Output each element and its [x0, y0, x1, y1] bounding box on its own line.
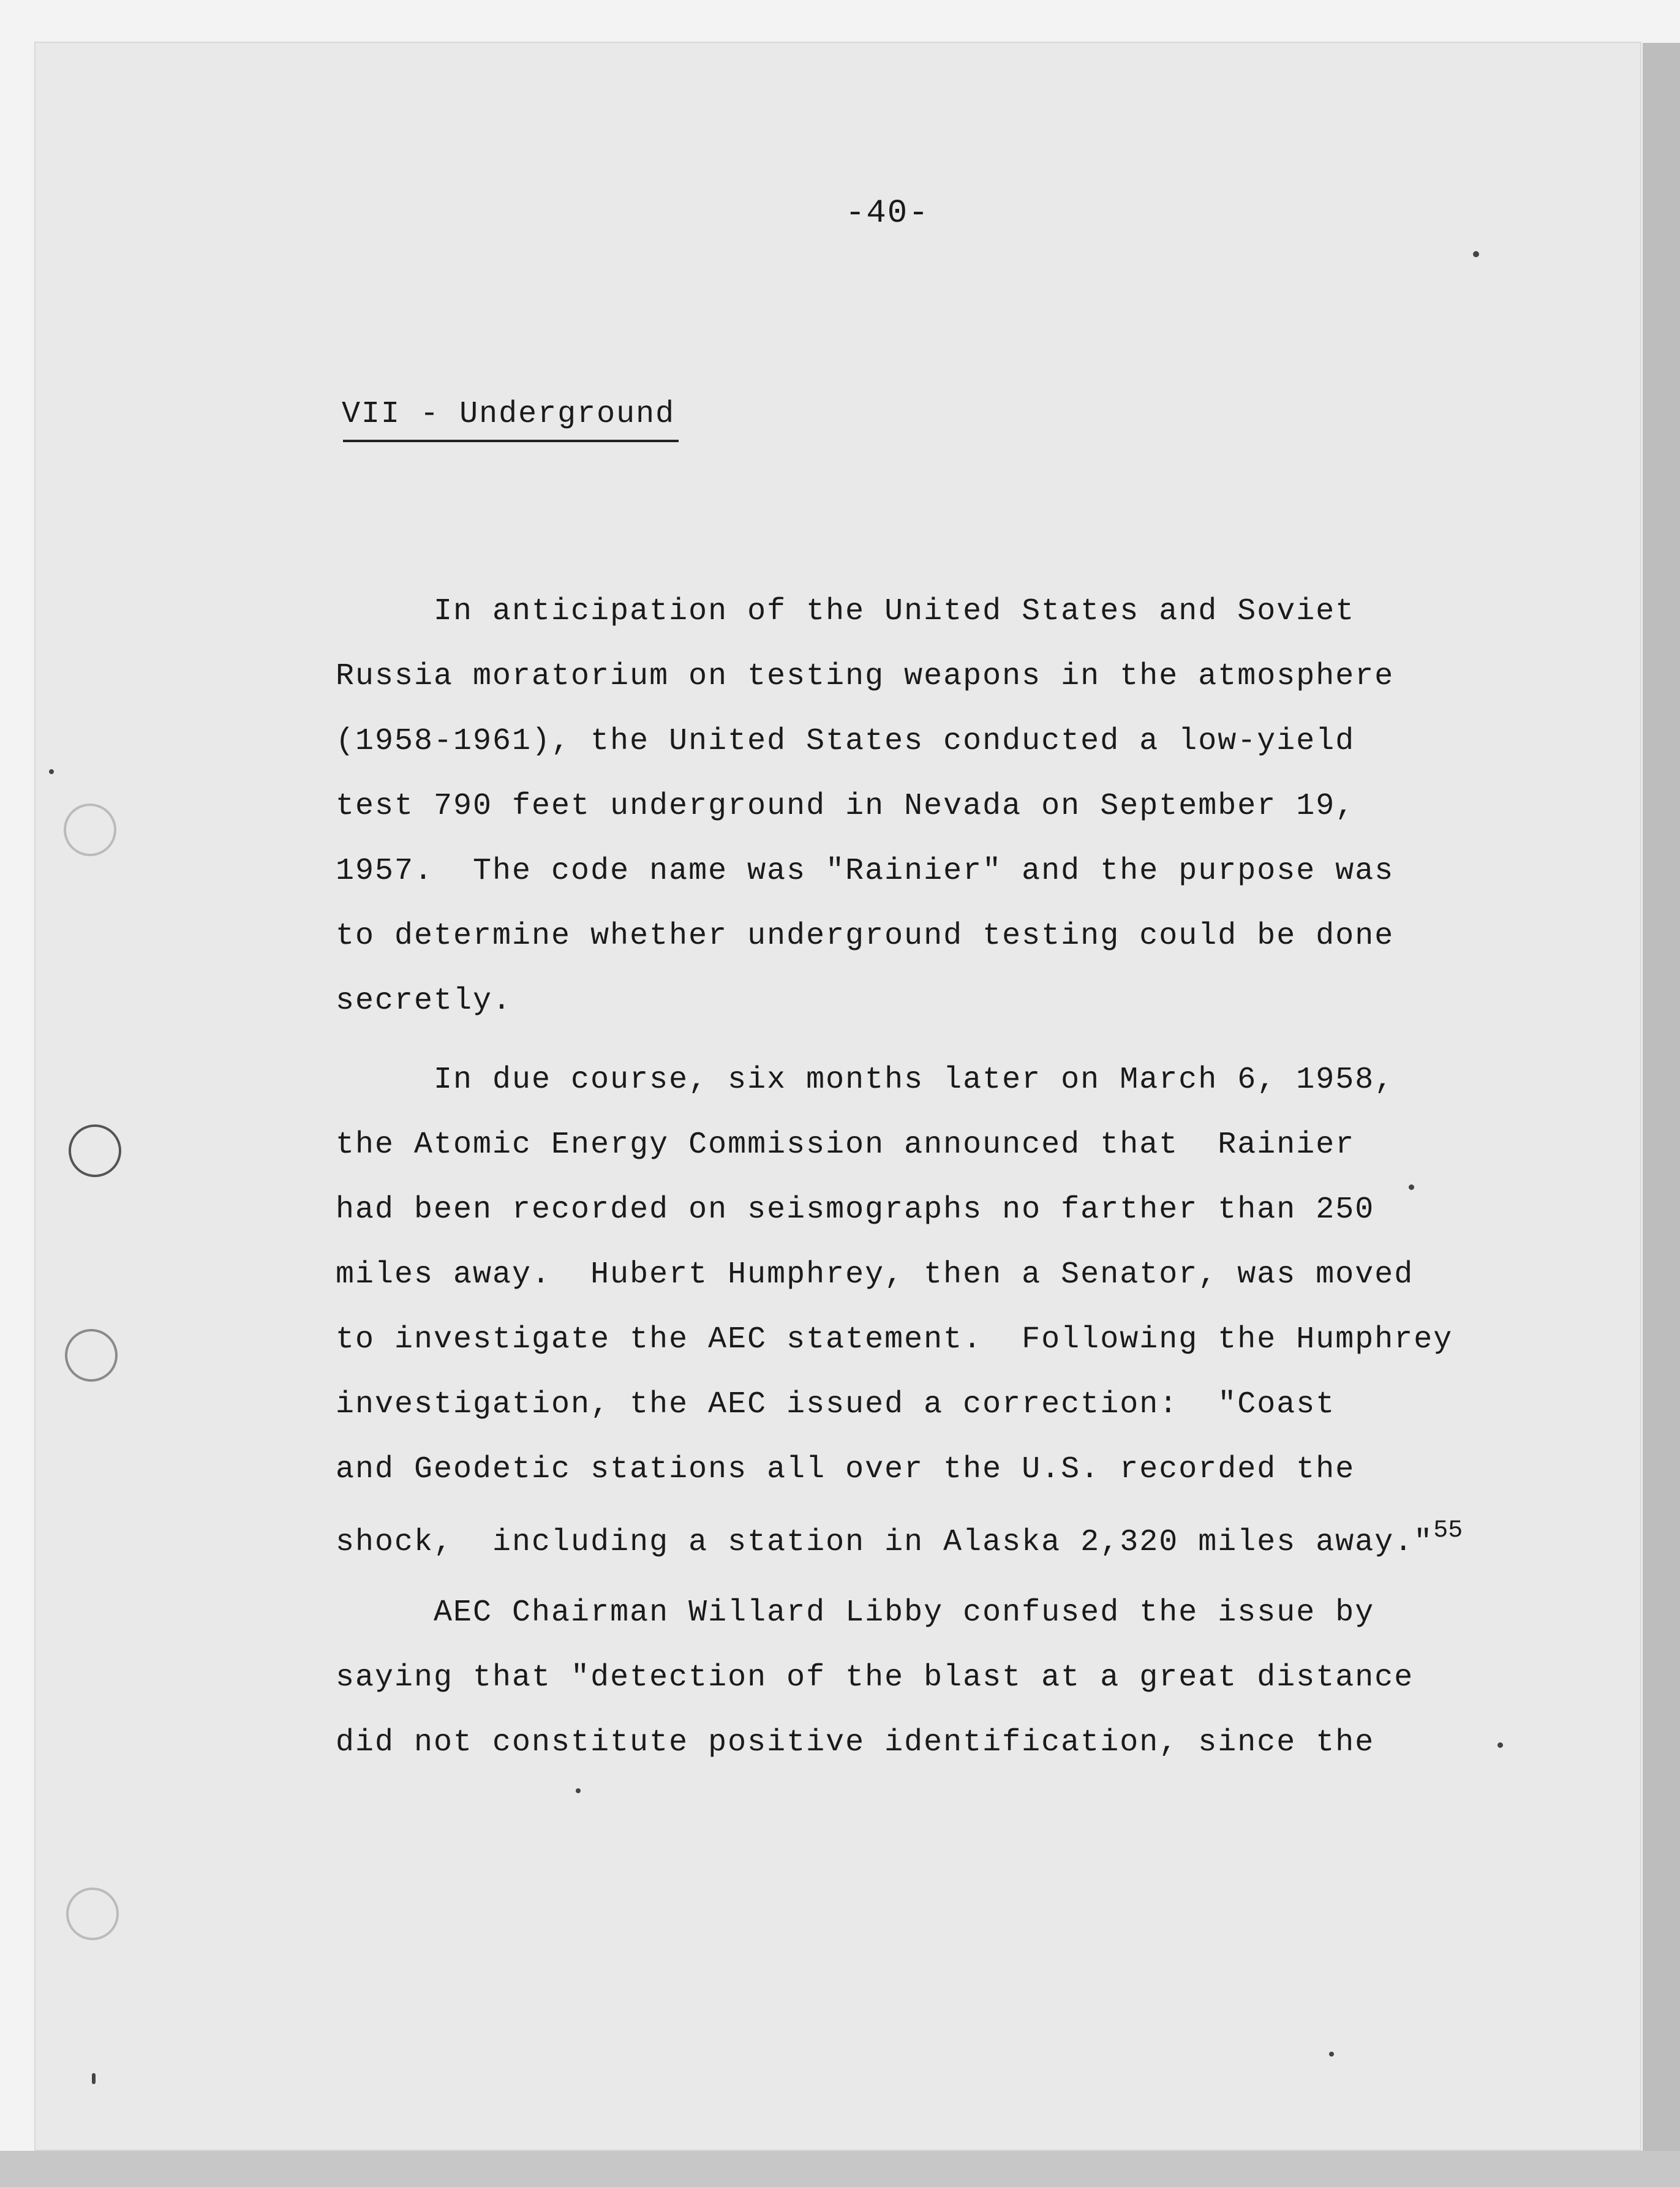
text-line: secretly.: [336, 984, 513, 1018]
section-title: Underground: [459, 397, 676, 432]
speck: [49, 769, 54, 774]
speck: [1329, 2052, 1334, 2057]
text-line: and Geodetic stations all over the U.S. recorded the: [336, 1452, 1355, 1487]
page-edge-shadow: [1643, 43, 1680, 2187]
text-line: miles away. Hubert Humphrey, then a Senator, was moved: [336, 1257, 1414, 1292]
section-number: VII: [342, 397, 401, 432]
text-line: to determine whether underground testing could be done: [336, 919, 1395, 954]
text-line-with-footnote: [336, 1517, 1463, 1560]
text-line: In anticipation of the United States and Soviet: [336, 594, 1355, 629]
text-line: AEC Chairman Willard Libby confused the issue by: [336, 1595, 1375, 1630]
section-heading: [342, 397, 675, 432]
text-line: did not constitute positive identification, since the: [336, 1725, 1375, 1760]
speck: [1409, 1184, 1414, 1190]
binder-hole-icon: [69, 1124, 121, 1177]
text-line: Russia moratorium on testing weapons in the atmosphere: [336, 659, 1395, 694]
footnote-marker: 55: [1433, 1517, 1463, 1545]
text-line: had been recorded on seismographs no farther than 250: [336, 1192, 1375, 1227]
speck: [1497, 1742, 1503, 1748]
binder-hole-icon: [64, 804, 116, 856]
page-number: -40-: [845, 195, 930, 232]
text-line: (1958-1961), the United States conducted a low-yield: [336, 724, 1355, 759]
text-line: shock, including a station in Alaska 2,320 miles away.": [336, 1525, 1434, 1560]
speck: [92, 2073, 96, 2084]
binder-hole-icon: [65, 1329, 118, 1382]
heading-underline: [343, 440, 679, 442]
speck: [1473, 251, 1479, 257]
text-line: 1957. The code name was "Rainier" and the purpose was: [336, 854, 1395, 889]
text-line: the Atomic Energy Commission announced that Rainier: [336, 1127, 1355, 1162]
text-line: test 790 feet underground in Nevada on September 19,: [336, 789, 1355, 824]
text-line: investigation, the AEC issued a correction: "Coast: [336, 1387, 1336, 1422]
page-bottom-edge: [0, 2151, 1680, 2187]
text-line: to investigate the AEC statement. Following the Humphrey: [336, 1322, 1453, 1357]
binder-hole-icon: [66, 1888, 119, 1940]
section-separator: -: [420, 397, 440, 432]
text-line: saying that "detection of the blast at a great distance: [336, 1660, 1414, 1695]
text-line: In due course, six months later on March 6, 1958,: [336, 1063, 1395, 1097]
speck: [576, 1788, 581, 1793]
